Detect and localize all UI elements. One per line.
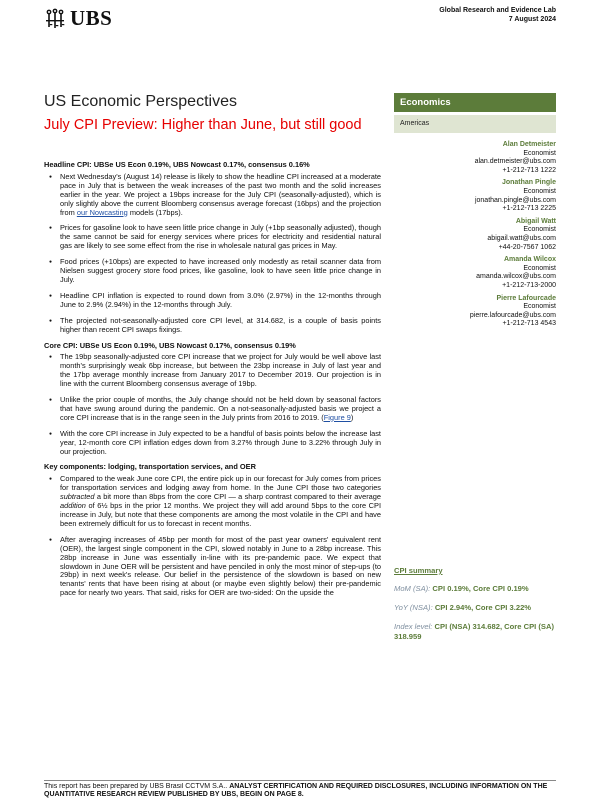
author-email[interactable]: pierre.lafourcade@ubs.com <box>469 311 556 319</box>
cpi-mom <box>394 584 556 594</box>
cpi-index <box>394 622 556 642</box>
main-body <box>44 161 381 605</box>
author-name: Abigail Watt <box>515 217 556 225</box>
category-badge: Economics <box>394 93 556 112</box>
author-role: Economist <box>523 187 556 195</box>
bullet-item: ● After averaging increases of 45bp per month for most of the past year owners' equivalent rent (OER), the largest single component in the CPI, slowed notably in June to a 28bp increase. This 28bp increase in June was essentially in-line with its pre-pandemic pace. We expect that slowdown in June OER will be persistent and have penciled in only the most minor of step-ups (to 29bp) in next week's release. Our belief in the persistence of the slowdown is based on new tenants' rents that have been rising at about (or maybe even slightly below) their pre-pandemic pace for nearly two years. That said, risks for OER are two-sided: On the upside the <box>44 536 381 598</box>
author-list <box>394 141 556 333</box>
author-name: Pierre Lafourcade <box>496 294 556 302</box>
bullet-item: ● The 19bp seasonally-adjusted core CPI increase that we project for July would be well above last month's surprisingly weak 6bp increase, but between the 23bp increase in July of last year and the 17bp average monthly increase from January 2017 to December 2019. Our projection is in line with the current Bloomberg consensus average of 19bp. <box>44 353 381 389</box>
bullet-text: Next Wednesday's (August 14) release is likely to show the headline CPI increased at a moderate pace in July that is between the weak increases of the past two month and the solid increases earlier in the year. We project a 19bps increase for the July CPI (seasonally-adjusted), which is only slightly above the current Bloomberg consensus average forecast (16bps) and the projection from <box>60 171 381 217</box>
cpi-yoy-key: YoY (NSA): <box>394 603 433 612</box>
bullet-text-tail: models (17bps). <box>127 207 183 217</box>
bullet-item: ● Prices for gasoline look to have seen little price change in July (+1bp seasonally adjusted), though the same cannot be said for energy services where prices for electricity and residential natural gas are likely to see some effect from the rise in wholesale natural gas prices in May. <box>44 224 381 251</box>
ubs-logo <box>44 6 112 31</box>
bullet-text: of 6½ bps in the prior 12 months. We project they will add around 5bps to the core CPI increase in July, but note that these components are among the most volatile in the CPI and have been extremely difficult for us to forecast in recent months. <box>60 501 381 528</box>
bullet-item: ● Headline CPI inflation is expected to round down from 3.0% (2.97%) in the 12-months through June to 2.9% (2.94%) in the 12-months through July. <box>44 292 381 310</box>
bullet-item: ● Food prices (+10bps) are expected to have increased only modestly as retail scanner data from Nielsen suggest grocery store food prices, like gasoline, look to have seen little price change in July. <box>44 258 381 285</box>
header-info <box>439 6 556 24</box>
author-email[interactable]: amanda.wilcox@ubs.com <box>476 273 556 281</box>
author-phone: +1-212-713-2000 <box>502 281 556 289</box>
bullet-text: a bit more than 8bps from the core CPI — a sharp contrast compared to their average <box>94 492 381 502</box>
author-email[interactable]: alan.detmeister@ubs.com <box>474 158 556 166</box>
section-heading-core: Core CPI: UBSe US Econ 0.19%, UBS Nowcast 0.17%, consensus 0.19% <box>44 340 296 350</box>
publish-date: 7 August 2024 <box>508 16 556 23</box>
figure-9-link[interactable]: Figure 9 <box>323 412 351 422</box>
author-card <box>394 179 556 213</box>
publisher: Global Research and Evidence Lab <box>439 7 556 14</box>
cpi-yoy-value: CPI 2.94%, Core CPI 3.22% <box>434 603 532 612</box>
author-name: Jonathan Pingle <box>501 179 556 187</box>
headline-bullets <box>44 173 381 335</box>
cpi-mom-value: CPI 0.19%, Core CPI 0.19% <box>432 584 529 593</box>
author-role: Economist <box>523 226 556 234</box>
logo-text: UBS <box>70 6 113 30</box>
cpi-mom-key: MoM (SA): <box>394 584 431 593</box>
author-role: Economist <box>523 303 556 311</box>
footer-text: This report has been prepared by UBS Brasil CCTVM S.A.. <box>44 783 230 790</box>
author-card <box>394 218 556 252</box>
nowcasting-link[interactable]: our Nowcasting <box>76 207 128 217</box>
section-heading-headline: Headline CPI: UBSe US Econ 0.19%, UBS Nowcast 0.17%, consensus 0.16% <box>44 160 310 169</box>
bullet-item: ● With the core CPI increase in July expected to be a handful of basis points below the increase last year, 12-month core CPI inflation edges down from 3.27% through June to 3.22% through July in our projection. <box>44 430 381 457</box>
keys-icon <box>44 8 66 30</box>
components-bullets <box>44 475 381 598</box>
page-title: US Economic Perspectives <box>44 93 237 110</box>
page-subtitle: July CPI Preview: Higher than June, but still good <box>44 117 362 133</box>
author-email[interactable]: jonathan.pingle@ubs.com <box>474 196 556 204</box>
bullet-item <box>44 475 381 528</box>
author-phone: +1-212-713 1222 <box>502 166 556 174</box>
author-phone: +1-212-713 2225 <box>502 205 556 213</box>
author-card <box>394 295 556 329</box>
cpi-summary <box>394 566 556 651</box>
region-badge: Americas <box>394 115 556 133</box>
author-email[interactable]: abigail.watt@ubs.com <box>487 234 556 242</box>
bullet-text-tail: ) <box>350 412 354 422</box>
cpi-yoy <box>394 603 556 613</box>
author-phone: +1-212-713 4543 <box>502 320 556 328</box>
emphasis-addition: addition <box>60 501 86 511</box>
core-bullets <box>44 353 381 456</box>
bullet-item <box>44 396 381 423</box>
bullet-text: Unlike the prior couple of months, the July change should not be held down by seasonal factors that have swung around during the pandemic. On a not-seasonally-adjusted basis we project a core CPI increase that is in the range seen in the July prints from 2016 to 2019. ( <box>60 395 381 422</box>
section-heading-components: Key components: lodging, transportation services, and OER <box>44 462 256 472</box>
bullet-item: ● The projected not-seasonally-adjusted core CPI level, at 314.682, is a couple of basis points higher than recent CPI swaps fixings. <box>44 317 381 335</box>
cpi-summary-heading: CPI summary <box>394 566 443 575</box>
emphasis-subtracted: subtracted <box>60 492 95 502</box>
bullet-item <box>44 173 381 218</box>
author-phone: +44-20-7567 1062 <box>498 243 556 251</box>
author-card <box>394 141 556 175</box>
cpi-index-value: CPI (NSA) 314.682, Core CPI (SA) 318.959 <box>394 622 554 641</box>
author-name: Alan Detmeister <box>502 141 556 148</box>
cpi-index-key: Index level: <box>394 622 433 631</box>
footer-divider <box>44 780 556 781</box>
author-name: Amanda Wilcox <box>503 256 556 264</box>
footer-disclosure: ANALYST CERTIFICATION AND REQUIRED DISCLOSURES, INCLUDING INFORMATION ON THE QUANTITATIVE RESEARCH REVIEW PUBLISHED BY UBS, BEGIN ON PAGE 8. <box>44 783 548 799</box>
bullet-text: Compared to the weak June core CPI, the entire pick up in our forecast for July comes from prices for transportation services and lodging away from home. In the June CPI those two categories <box>60 474 381 493</box>
author-card <box>394 256 556 290</box>
footer <box>44 783 556 800</box>
author-role: Economist <box>523 264 556 272</box>
author-role: Economist <box>523 149 556 157</box>
